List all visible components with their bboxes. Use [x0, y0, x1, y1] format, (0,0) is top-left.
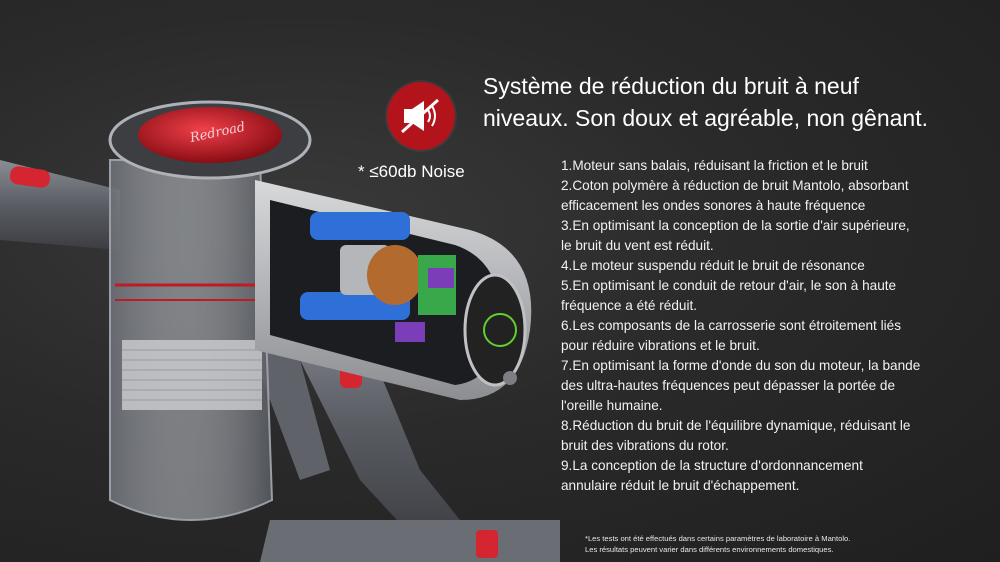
feature-line: 7.En optimisant la forme d'onde du son du moteur, la bande [561, 358, 921, 373]
feature-line: 8.Réduction du bruit de l'équilibre dynamique, réduisant le [561, 418, 911, 433]
noise-level-label: * ≤60db Noise [358, 162, 465, 181]
feature-line: 3.En optimisant la conception de la sortie d'air supérieure, [561, 218, 910, 233]
feature-line: le bruit du vent est réduit. [561, 238, 714, 253]
headline-line-2: niveaux. Son doux et agréable, non gênant. [483, 105, 929, 131]
feature-line: des ultra-hautes fréquences peut dépasser la portée de [561, 378, 896, 393]
feature-line: 1.Moteur sans balais, réduisant la friction et le bruit [561, 158, 868, 173]
feature-line: 9.La conception de la structure d'ordonnancement [561, 458, 863, 473]
footnote-line-1: *Les tests ont été effectués dans certains paramètres de laboratoire à Mantolo. [585, 534, 851, 543]
feature-list [561, 156, 991, 496]
headline [483, 70, 993, 134]
product-logo: Redroad [188, 119, 247, 147]
footnote [585, 533, 850, 555]
feature-line: annulaire réduit le bruit d'échappement. [561, 478, 800, 493]
speaker-muted-icon [387, 82, 455, 150]
feature-line: 2.Coton polymère à réduction de bruit Mantolo, absorbant [561, 178, 909, 193]
feature-line: 5.En optimisant le conduit de retour d'air, le son à haute [561, 278, 897, 293]
feature-line: fréquence a été réduit. [561, 298, 698, 313]
footnote-line-2: Les résultats peuvent varier dans différents environnements domestiques. [585, 545, 834, 554]
feature-line: l'oreille humaine. [561, 398, 663, 413]
headline-line-1: Système de réduction du bruit à neuf [483, 73, 859, 99]
feature-line: 6.Les composants de la carrosserie sont étroitement liés [561, 318, 902, 333]
feature-line: bruit des vibrations du rotor. [561, 438, 729, 453]
feature-line: 4.Le moteur suspendu réduit le bruit de résonance [561, 258, 865, 273]
feature-line: pour réduire vibrations et le bruit. [561, 338, 760, 353]
feature-line: efficacement les ondes sonores à haute fréquence [561, 198, 866, 213]
